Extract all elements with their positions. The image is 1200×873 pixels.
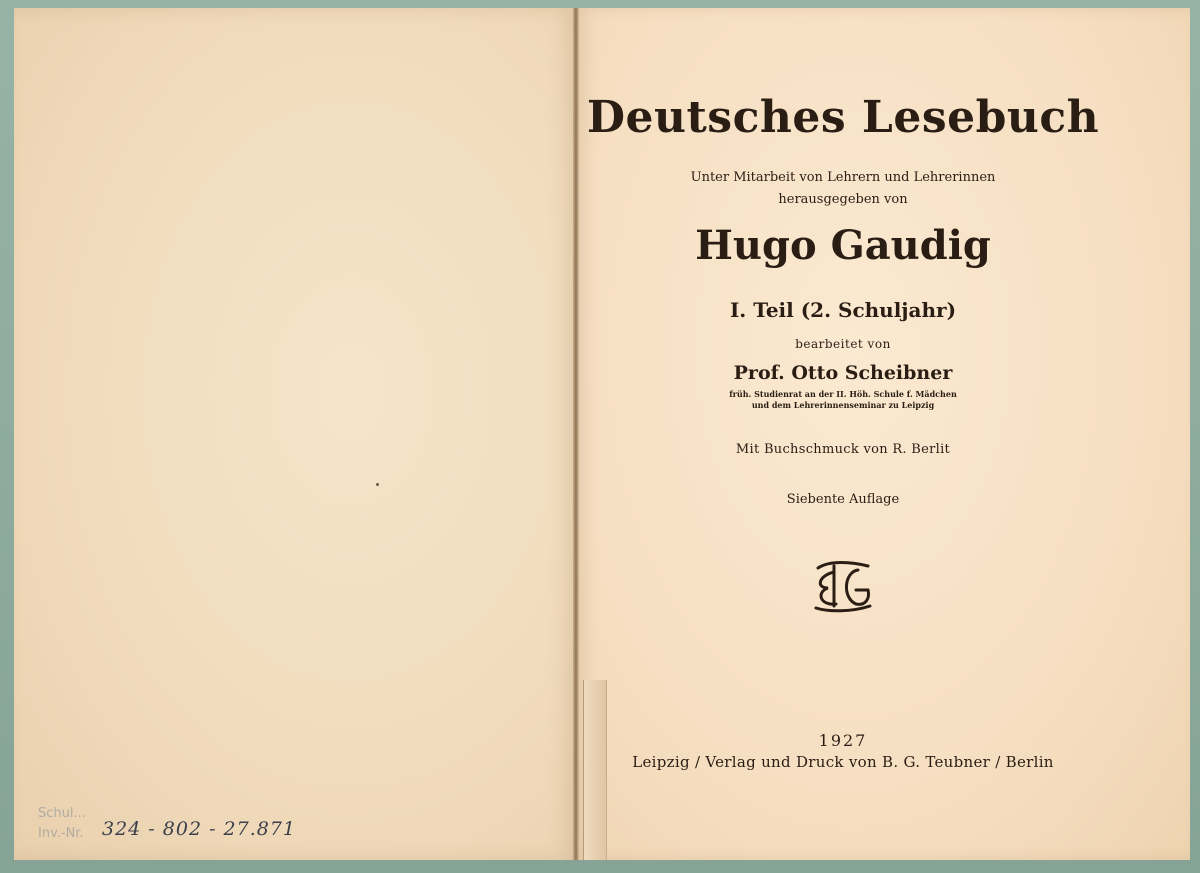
publisher-imprint: Leipzig / Verlag und Druck von B. G. Teubner / Berlin <box>632 753 1054 771</box>
book-title: Deutsches Lesebuch <box>586 92 1100 143</box>
editor-name: Hugo Gaudig <box>695 222 991 269</box>
author-affiliation-line-2: und dem Lehrerinnenseminar zu Leipzig <box>751 400 935 410</box>
publisher-monogram-logo <box>812 558 874 614</box>
stamp-line-2: Inv.-Nr. <box>38 826 84 841</box>
illustration-credit: Mit Buchschmuck von R. Berlit <box>735 442 951 457</box>
inventory-number: 324 - 802 - 27.871 <box>102 818 297 840</box>
edition-label: Siebente Auflage <box>786 492 900 507</box>
library-inventory-stamp <box>38 806 338 856</box>
author-name: Prof. Otto Scheibner <box>733 362 953 384</box>
author-affiliation-line-1: früh. Studienrat an der II. Höh. Schule f. Mädchen <box>729 389 957 399</box>
volume-part: I. Teil (2. Schuljahr) <box>729 298 957 322</box>
paper-speck <box>376 483 379 486</box>
stamp-line-1: Schul... <box>38 806 86 821</box>
edited-by-label: bearbeitet von <box>795 337 891 351</box>
subtitle-line-2: herausgegeben von <box>778 192 908 207</box>
left-page <box>14 8 576 860</box>
subtitle-line-1: Unter Mitarbeit von Lehrern und Lehrerinnen <box>690 170 996 185</box>
publication-year: 1927 <box>818 731 868 750</box>
